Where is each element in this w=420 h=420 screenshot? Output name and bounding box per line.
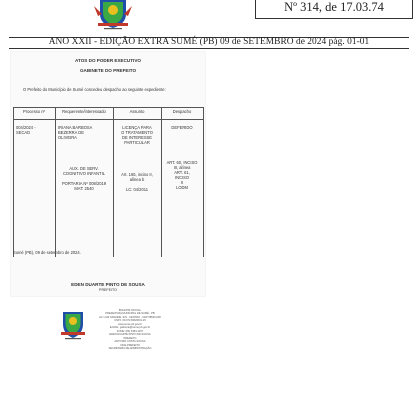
footer-line: SECRETARIA DE ADMINISTRAÇÃO [108,346,152,350]
edition-line: ANO XXII - EDIÇÃO EXTRA SUMÉ (PB) 09 de SETEMBRO de 2024 pág. 01-01 [48,37,370,47]
footer-line: VICE-PREFEITO [120,343,140,347]
row2-despacho: ART. 60, INCISO III, alínea ART. 61, INCISO II LODM [166,160,198,190]
table-rule [203,107,204,257]
doc-date-line: Sumé (PB), 09 de setembro de 2024. [13,250,81,255]
row1-requerente: IRIANA BARBOSA BEZERRA DE OLIVEIRA [58,125,93,140]
row2-assunto: Art. 165, inciso II, alínea b LC: 04/2011 [121,172,153,192]
footer-line: FONE: (83) 3353-1197 [116,329,144,333]
col-header-processo: Processo nº [23,109,45,114]
footer-line: E-MAIL: gabinete@sume.pb.gov.br [109,326,151,330]
footer-crest-logo [55,310,91,342]
publication-number-box [255,0,413,19]
doc-heading-cabinet: GABINETE DO PREFEITO [79,68,137,73]
col-header-assunto: Assunto [129,109,145,114]
footer-line: AV. LUIZ GRANDE, S/N - CENTRO - CEP 58540-000 [99,315,161,319]
footer-line: www.sume.pb.gov.br [118,322,142,326]
footer-line: ANTONIO COSTA SOUSA [114,340,146,344]
footer-line: PREFEITO [123,336,137,340]
col-header-despacho: Despacho [172,109,192,114]
header-rule-bottom [9,48,409,49]
signature-title: PREFEITO [99,288,117,292]
col-header-requerente: Requerente/interessado [62,109,106,114]
footer-line: PREFEITURA MUNICIPAL DE SUMÉ - PB [105,312,155,316]
row1-despacho: DEFERIDO [171,125,193,130]
row1-assunto: LICENÇA PARA O TRATAMENTO DE INTERESSE PARTICULAR [121,125,153,145]
doc-heading-executive: ATOS DO PODER EXECUTIVO [75,58,141,63]
footer-line: CNPJ: 09.073.826/0001-15 [114,319,146,323]
footer-line: BOLETIM OFICIAL [118,309,142,312]
scanned-decree-document [11,52,205,296]
doc-intro: O Prefeito do Município de Sumé concedeu despacho ao seguinte expediente: [23,87,166,92]
signature-name: EDEN DUARTE PINTO DE SOUSA [71,282,145,287]
table-rule [13,107,14,257]
municipal-crest-logo [86,0,140,32]
footer-line: EDEN DUARTE PINTO DE SOUSA [109,333,151,337]
table-rule [13,107,203,108]
row1-processo: 004/2024 - SECAD [16,125,36,135]
footer-credits [95,309,165,350]
publication-number: Nº 314, de 17.03.74 [284,0,384,14]
table-rule [13,119,203,120]
row2-requerente: AUX. DE SERV. COGNITIVO INFANTIL PORTARIA Nº 008/2019 MAT: 2540 [61,166,107,191]
